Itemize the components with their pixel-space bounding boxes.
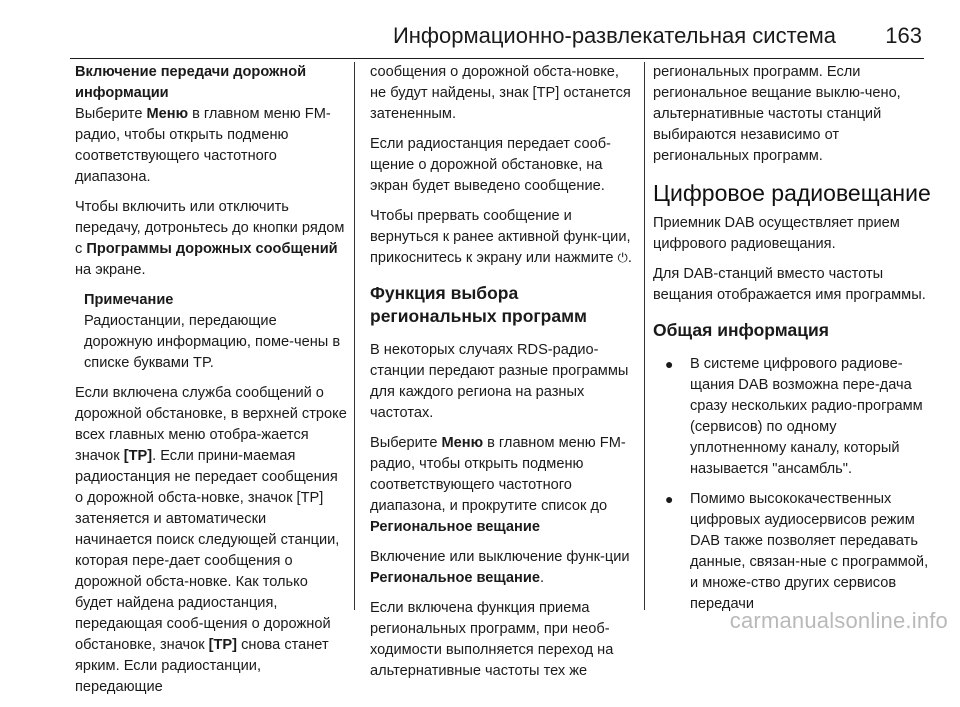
- paragraph: [370, 206, 634, 269]
- tp-badge: [TP]: [123, 448, 153, 464]
- paragraph: [370, 433, 634, 538]
- section-heading-general: Общая информация: [653, 320, 829, 340]
- traffic-programs-term: Программы дорожных сообщений: [86, 241, 338, 257]
- bullet-list: [653, 354, 931, 615]
- bullet-icon: ●: [665, 491, 674, 507]
- text: Чтобы прервать сообщение и вернуться к ранее активной функ-ции, прикоснитесь к экрану или нажмите: [370, 208, 631, 266]
- section-heading-traffic: Включение передачи дорожной информации: [75, 64, 307, 101]
- text: Если включена служба сообщений о дорожной обстановке, в верхней строке всех главных меню отобра-жается значок: [75, 385, 347, 464]
- paragraph: [370, 547, 634, 589]
- text: Выберите: [75, 106, 147, 122]
- paragraph: [75, 104, 347, 188]
- paragraph: В некоторых случаях RDS-радио-станции передают разные программы для каждого региона на разных частотах.: [370, 342, 629, 421]
- note-title: Примечание: [84, 292, 174, 308]
- column-3: [653, 62, 931, 624]
- text: Включение или выключение функ-ции: [370, 549, 630, 565]
- text: в главном меню FM-радио, чтобы открыть подменю соответствующего частотного диапазона, и прокрутите список до: [370, 435, 626, 514]
- paragraph: Для DAB-станций вместо частоты вещания отображается имя программы.: [653, 266, 926, 303]
- paragraph: Приемник DAB осуществляет прием цифрового радиовещания.: [653, 215, 900, 252]
- column-divider-1: [354, 62, 355, 610]
- paragraph: сообщения о дорожной обста-новке, не будут найдены, знак [TP] останется затененным.: [370, 64, 631, 122]
- tp-badge: [TP]: [208, 637, 238, 653]
- header-rule: [70, 58, 924, 59]
- paragraph: [75, 197, 347, 281]
- regional-term: Региональное вещание: [370, 519, 540, 535]
- text: Чтобы включить или отключить передачу, дотроньтесь до кнопки рядом с: [75, 199, 345, 257]
- list-item: [653, 489, 931, 615]
- text: в главном меню FM-радио, чтобы открыть подменю соответствующего частотного диапазона.: [75, 106, 331, 185]
- text: снова станет ярким. Если радиостанции, передающие: [75, 637, 329, 695]
- menu-term: Меню: [441, 435, 484, 451]
- list-item-text: В системе цифрового радиове-щания DAB возможна пере-дача сразу нескольких радио-программ (сервисов) по одному уплотненному каналу, который называется "ансамбль".: [690, 356, 923, 477]
- note-box: [75, 290, 347, 374]
- column-2: [370, 62, 634, 691]
- regional-term: Региональное вещание: [370, 570, 540, 586]
- column-divider-2: [644, 62, 645, 610]
- power-icon: ⏻: [617, 251, 628, 266]
- paragraph: региональных программ. Если региональное вещание выклю-чено, альтернативные частоты станций выбираются независимо от региональных программ.: [653, 64, 901, 164]
- text: Выберите: [370, 435, 442, 451]
- paragraph: Если включена функция приема региональных программ, при необ-ходимости выполняется переход на альтернативные частоты тех же: [370, 600, 614, 679]
- page-header: [0, 0, 960, 58]
- paragraph: [75, 383, 347, 698]
- watermark: carmanualsonline.info: [729, 608, 948, 633]
- column-1: [75, 62, 347, 707]
- text: .: [627, 250, 632, 266]
- menu-term: Меню: [146, 106, 189, 122]
- text: . Если прини-маемая радиостанция не передает сообщения о дорожной обста-новке, значок [TP] затеняется и автоматически начинается поиск следующей станции, которая пере-дает сообщения о дорожной обста-новке. Как только будет найдена радиостанция, передающая сооб-щения о дорожной обстановке, значок: [75, 448, 340, 653]
- text: на экране.: [75, 262, 146, 278]
- list-item-text: Помимо высококачественных цифровых аудиосервисов режим DAB также позволяет передавать данные, связан-ные с программой, и множе-ство других сервисов передачи: [690, 491, 929, 612]
- section-heading-digital: Цифровое радиовещание: [653, 180, 931, 206]
- bullet-icon: ●: [665, 356, 674, 372]
- page-number: 163: [885, 23, 922, 48]
- text: .: [539, 570, 544, 586]
- note-text: Радиостанции, передающие дорожную информацию, поме-чены в списке буквами TP.: [84, 313, 341, 371]
- list-item: [653, 354, 931, 480]
- section-heading-regional: Функция выбора региональных программ: [370, 283, 587, 326]
- header-title: Информационно-развлекательная система: [392, 23, 836, 48]
- paragraph: Если радиостанция передает сооб-щение о дорожной обстановке, на экран будет выведено сообщение.: [370, 136, 611, 194]
